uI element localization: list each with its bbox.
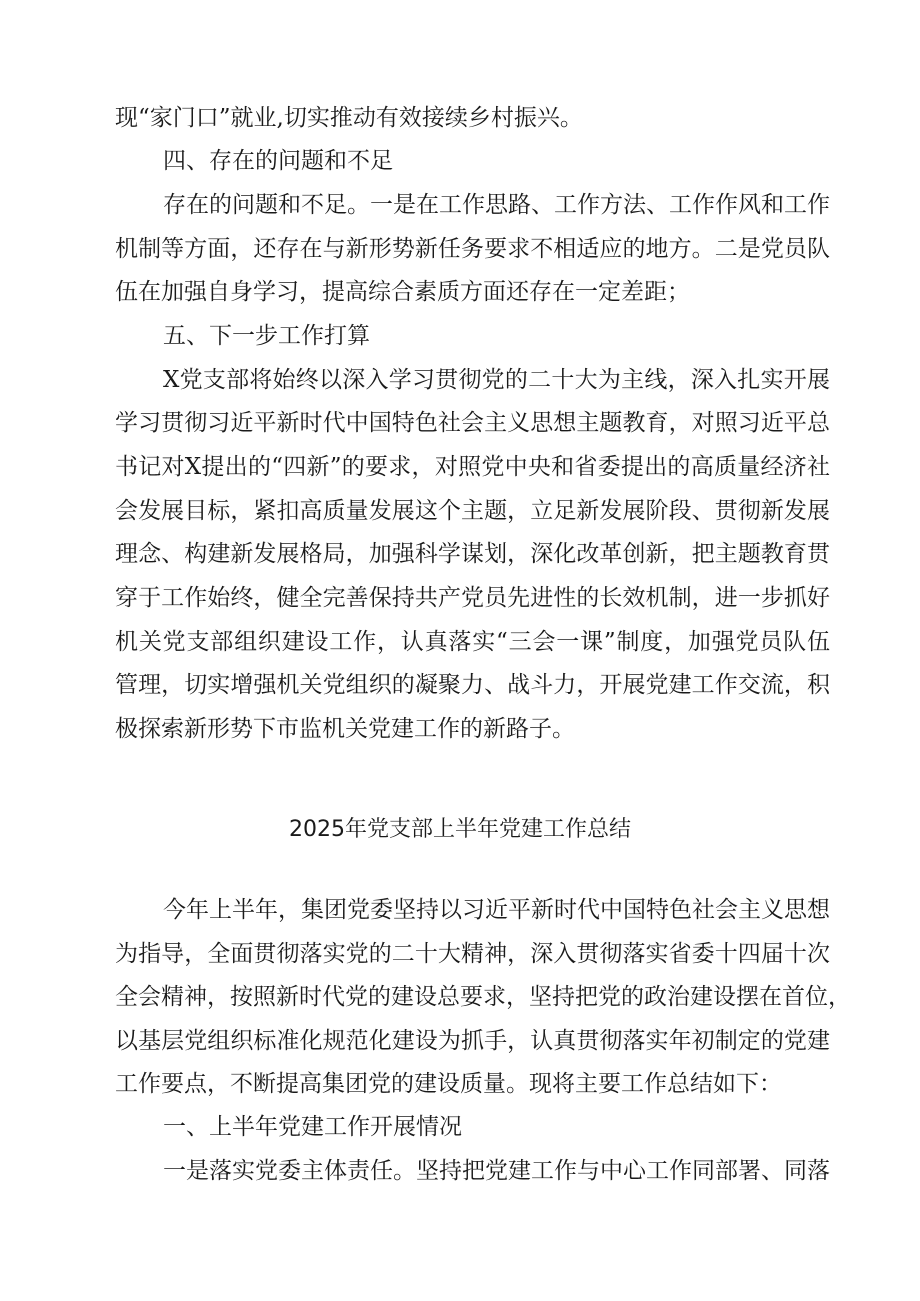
paragraph-line: 伍在加强自身学习，提高综合素质方面还存在一定差距； bbox=[115, 279, 690, 305]
paragraph-line: 工作要点，不断提高集团党的建设质量。现将主要工作总结如下： bbox=[115, 1071, 782, 1097]
text-line: 现“家门口”就业,切实推动有效接续乡村振兴。 bbox=[115, 105, 583, 131]
paragraph-line: 穿于工作始终，健全完善保持共产党员先进性的长效机制，进一步抓好 bbox=[115, 585, 830, 611]
paragraph-line: 会发展目标，紧扣高质量发展这个主题，立足新发展阶段、贯彻新发展 bbox=[115, 498, 830, 524]
paragraph-line: 机制等方面，还存在与新形势新任务要求不相适应的地方。二是党员队 bbox=[115, 236, 830, 262]
document-title: 2025年党支部上半年党建工作总结 bbox=[289, 817, 631, 842]
paragraph-line: 理念、构建新发展格局，加强科学谋划，深化改革创新，把主题教育贯 bbox=[115, 541, 830, 567]
paragraph-line: X党支部将始终以深入学习贯彻党的二十大为主线，深入扎实开展 bbox=[163, 367, 830, 393]
paragraph-line: 机关党支部组织建设工作，认真落实“三会一课”制度，加强党员队伍 bbox=[115, 629, 830, 655]
paragraph-line: 今年上半年，集团党委坚持以习近平新时代中国特色社会主义思想 bbox=[163, 897, 830, 923]
paragraph-line: 存在的问题和不足。一是在工作思路、工作方法、工作作风和工作 bbox=[163, 192, 830, 218]
paragraph-line: 为指导，全面贯彻落实党的二十大精神，深入贯彻落实省委十四届十次 bbox=[115, 941, 830, 967]
paragraph-line: 书记对X提出的“四新”的要求，对照党中央和省委提出的高质量经济社 bbox=[115, 454, 830, 480]
section-heading-1: 一、上半年党建工作开展情况 bbox=[163, 1114, 462, 1140]
paragraph-line: 一是落实党委主体责任。坚持把党建工作与中心工作同部署、同落 bbox=[163, 1158, 830, 1184]
section-heading-4: 四、存在的问题和不足 bbox=[163, 148, 393, 174]
paragraph-line: 管理，切实增强机关党组织的凝聚力、战斗力，开展党建工作交流，积 bbox=[115, 672, 830, 698]
paragraph-line: 极探索新形势下市监机关党建工作的新路子。 bbox=[115, 716, 575, 742]
paragraph-line: 全会精神，按照新时代党的建设总要求，坚持把党的政治建设摆在首位， bbox=[115, 984, 851, 1010]
section-heading-5: 五、下一步工作打算 bbox=[163, 323, 370, 349]
paragraph-line: 以基层党组织标准化规范化建设为抓手，认真贯彻落实年初制定的党建 bbox=[115, 1028, 830, 1054]
paragraph-line: 学习贯彻习近平新时代中国特色社会主义思想主题教育，对照习近平总 bbox=[115, 410, 830, 436]
